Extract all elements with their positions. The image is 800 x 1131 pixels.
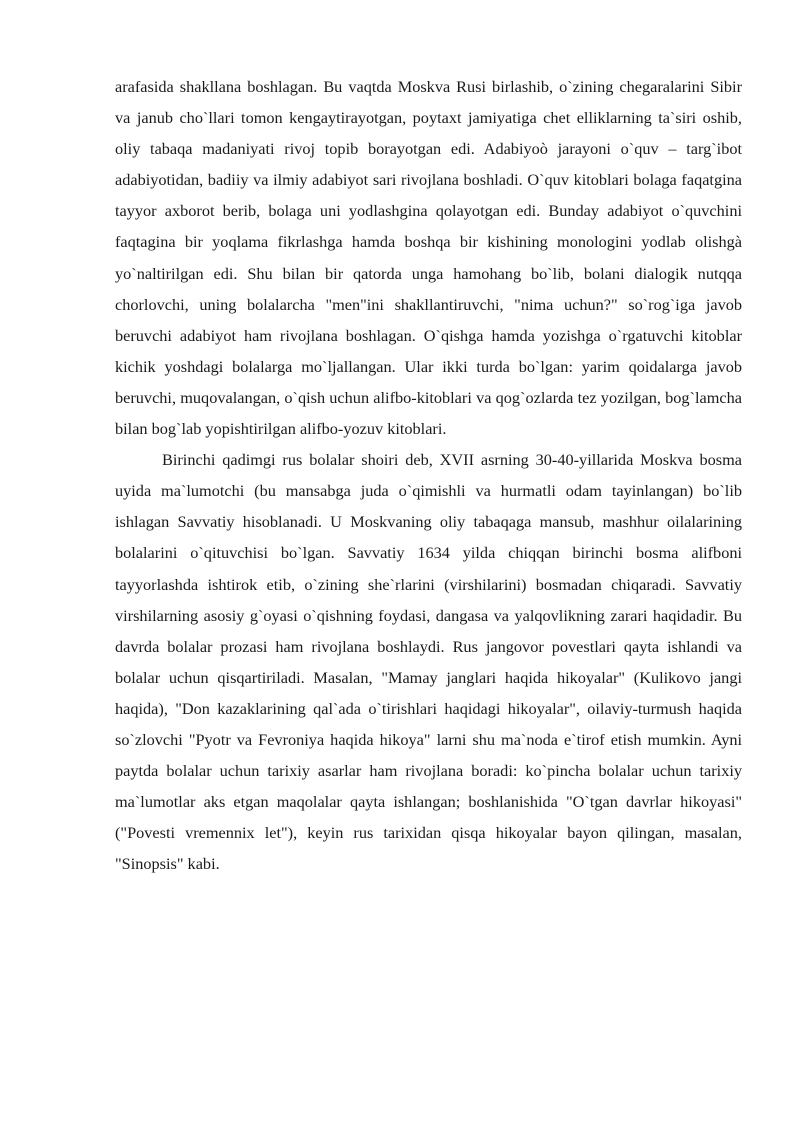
paragraph-savvatiy: Birinchi qadimgi rus bolalar shoiri deb, XVII asrning 30-40-yillarida Moskva bosma uyida ma`lumotchi (bu mansabga juda o`qimishli va hurmatli odam tayinlangan) bo`lib ishlagan Savvatiy hisoblanadi. U Moskvaning oliy tabaqaga mansub, mashhur oilalarining bolalarini o`qituvchisi bo`lgan. Savvatiy 1634 yilda chiqqan birinchi bosma alifboni tayyorlashda ishtirok etib, o`zining she`rlarini (virshilarini) bosmadan chiqaradi. Savvatiy virshilarning asosiy g`oyasi o`qishning foydasi, dangasa va yalqovlikning zarari haqidadir. Bu davrda bolalar prozasi ham rivojlana boshlaydi. Rus jangovor povestlari qayta ishlandi va bolalar uchun qisqartiriladi. Masalan, "Mamay janglari haqida hikoyalar" (Kulikovo jangi haqida), "Don kazaklarining qal`ada o`tirishlari haqidagi hikoyalar", oilaviy-turmush haqida so`zlovchi "Pyotr va Fevroniya haqida hikoya" larni shu ma`noda e`tirof etish mumkin. Ayni paytda bolalar uchun tarixiy asarlar ham rivojlana boradi: ko`pincha bolalar uchun tarixiy ma`lumotlar aks etgan maqolalar qayta ishlangan; boshlanishida "O`tgan davrlar hikoyasi" ("Povesti vremennix let"), keyin rus tarixidan qisqa hikoyalar bayon qilingan, masalan, "Sinopsis" kabi. xyxy=(115,450,742,874)
paragraph-continuation: arafasida shakllana boshlagan. Bu vaqtda Moskva Rusi birlashib, o`zining chegaralarini Sibir va janub cho`llari tomon kengaytirayotgan, poytaxt jamiyatiga chet elliklarning ta`siri oshib, oliy tabaqa madaniyati rivoj topib borayotgan edi. Adabiyoò jarayoni o`quv – targ`ibot adabiyotidan, badiiy va ilmiy adabiyot sari rivojlana boshladi. O`quv kitoblari bolaga faqatgina tayyor axborot berib, bolaga uni yodlashgina qolayotgan edi. Bunday adabiyot o`quvchini faqtagina bir yoqlama fikrlashga hamda boshqa bir kishining monologini yodlab olishgà yo`naltirilgan edi. Shu bilan bir qatorda unga hamohang bo`lib, bolani dialogik nutqqa chorlovchi, uning bolalarcha "men"ini shakllantiruvchi, "nima uchun?" so`rog`iga javob beruvchi adabiyot ham rivojlana boshlagan. O`qishga hamda yozishga o`rgatuvchi kitoblar kichik yoshdagi bolalarga mo`ljallangan. Ular ikki turda bo`lgan: yarim qoidalarga javob beruvchi, muqovalangan, o`qish uchun alifbo-kitoblari va qog`ozlarda tez yozilgan, bog`lamcha bilan bog`lab yopishtirilgan alifbo-yozuv kitoblari. xyxy=(115,77,742,439)
document-page xyxy=(115,71,742,879)
